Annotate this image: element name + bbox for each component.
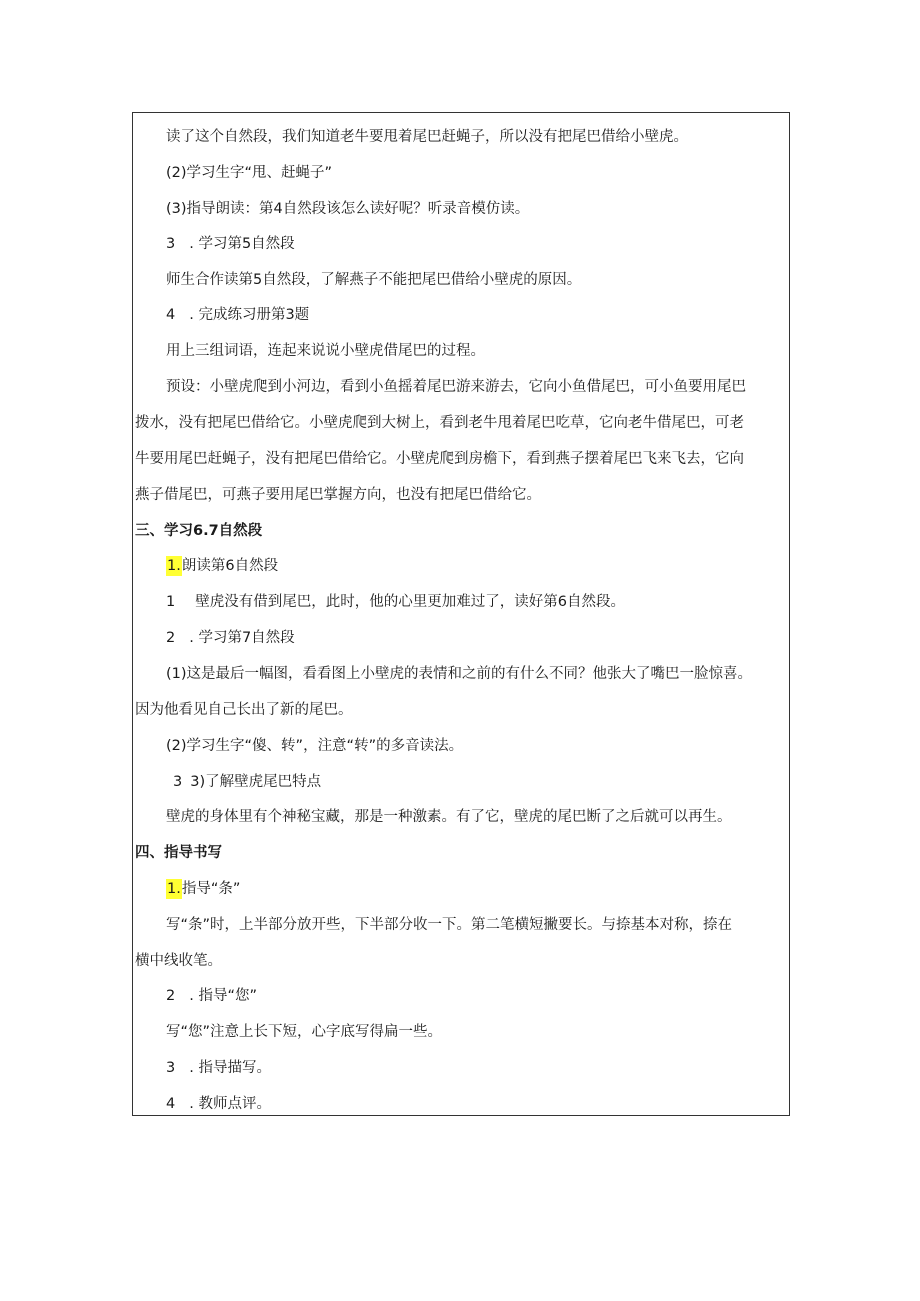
paragraph: 写“您”注意上长下短，心字底写得扁一些。 xyxy=(166,1024,443,1040)
highlighted-number: 1. xyxy=(167,881,181,897)
paragraph: 横中线收笔。 xyxy=(135,953,222,969)
paragraph: 拨水，没有把尾巴借给它。小壁虎爬到大树上，看到老牛甩着尾巴吃草，它向老牛借尾巴，可老 xyxy=(135,415,744,431)
list-item: 1 壁虎没有借到尾巴，此时，他的心里更加难过了，读好第6自然段。 xyxy=(166,594,625,610)
list-item: 1.朗读第6自然段 xyxy=(167,558,279,574)
list-item: 2 . 学习第7自然段 xyxy=(166,630,295,646)
paragraph: 壁虎的身体里有个神秘宝藏，那是一种激素。有了它，壁虎的尾巴断了之后就可以再生。 xyxy=(166,809,732,825)
paragraph: 师生合作读第5自然段，了解燕子不能把尾巴借给小壁虎的原因。 xyxy=(166,272,582,288)
paragraph: 牛要用尾巴赶蝇子，没有把尾巴借给它。小壁虎爬到房檐下，看到燕子摆着尾巴飞来飞去，它向 xyxy=(135,451,744,467)
paragraph: 用上三组词语，连起来说说小壁虎借尾巴的过程。 xyxy=(166,343,485,359)
paragraph: (2)学习生字“傻、转”，注意“转”的多音读法。 xyxy=(166,738,464,754)
paragraph: 写“条”时，上半部分放开些，下半部分收一下。第二笔横短撇要长。与捺基本对称，捺在 xyxy=(166,917,733,933)
paragraph: 读了这个自然段，我们知道老牛要甩着尾巴赶蝇子，所以没有把尾巴借给小壁虎。 xyxy=(166,129,688,145)
document-table-cell xyxy=(132,112,790,1116)
paragraph: (1)这是最后一幅图，看看图上小壁虎的表情和之前的有什么不同？他张大了嘴巴一脸惊喜。 xyxy=(166,666,753,682)
section-heading: 四、指导书写 xyxy=(135,845,222,861)
list-item: 3 . 学习第5自然段 xyxy=(166,236,295,252)
list-item: 3 . 指导描写。 xyxy=(166,1060,271,1076)
section-heading: 三、学习6.7自然段 xyxy=(135,523,263,539)
paragraph: (3)指导朗读：第4自然段该怎么读好呢？听录音模仿读。 xyxy=(166,201,530,217)
list-item: 4 . 教师点评。 xyxy=(166,1096,271,1112)
highlighted-number: 1. xyxy=(167,558,181,574)
list-item: 2 . 指导“您” xyxy=(166,988,257,1004)
paragraph: 因为他看见自己长出了新的尾巴。 xyxy=(135,702,353,718)
list-item: 3 3)了解壁虎尾巴特点 xyxy=(173,774,322,790)
paragraph: (2)学习生字“甩、赶蝇子” xyxy=(166,165,333,181)
paragraph: 燕子借尾巴，可燕子要用尾巴掌握方向，也没有把尾巴借给它。 xyxy=(135,487,541,503)
list-item: 4 . 完成练习册第3题 xyxy=(166,307,310,323)
paragraph: 预设：小壁虎爬到小河边，看到小鱼摇着尾巴游来游去，它向小鱼借尾巴，可小鱼要用尾巴 xyxy=(166,379,746,395)
list-item: 1.指导“条” xyxy=(167,881,241,897)
